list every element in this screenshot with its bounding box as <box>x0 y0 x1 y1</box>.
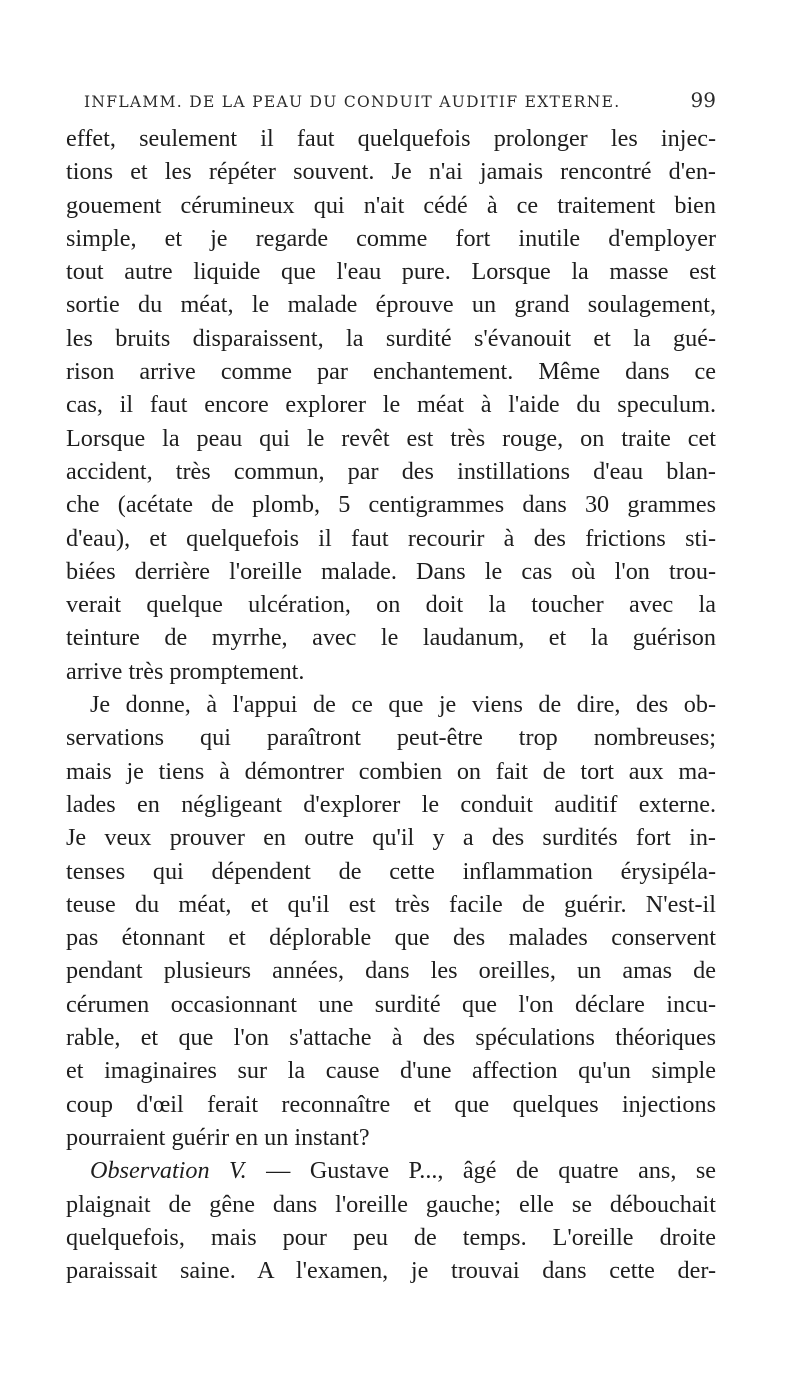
observation-paragraph <box>66 1154 716 1287</box>
text-line: d'eau), et quelquefois il faut recourir à des frictions sti- <box>66 524 716 552</box>
text-line: tenses qui dépendent de cette inflammation érysipéla- <box>66 857 716 885</box>
observation-label: Observation V. <box>90 1157 247 1185</box>
text-line: pendant plusieurs années, dans les oreilles, un amas de <box>66 957 716 985</box>
text-line: teinture de myrrhe, avec le laudanum, et la guérison <box>66 624 716 652</box>
text-line: cas, il faut encore explorer le méat à l'aide du speculum. <box>66 391 716 419</box>
text-line: effet, seulement il faut quelquefois prolonger les injec- <box>66 125 716 152</box>
text-line: gouement cérumineux qui n'ait cédé à ce traitement bien <box>66 191 716 219</box>
body-text <box>66 122 716 1287</box>
text-line: tions et les répéter souvent. Je n'ai jamais rencontré d'en- <box>66 158 716 186</box>
text-line: paraissait saine. A l'examen, je trouvai dans cette der- <box>66 1257 716 1285</box>
text-line: quelquefois, mais pour peu de temps. L'oreille droite <box>66 1223 716 1251</box>
text-line: Je veux prouver en outre qu'il y a des surdités fort in- <box>66 824 716 852</box>
text-line: arrive très promptement. <box>66 657 305 685</box>
text-line: les bruits disparaissent, la surdité s'évanouit et la gué- <box>66 324 716 352</box>
observation-text: — Gustave P..., âgé de quatre ans, se <box>246 1157 716 1185</box>
text-line: rison arrive comme par enchantement. Même dans ce <box>66 358 716 386</box>
text-line: servations qui paraîtront peut-être trop nombreuses; <box>66 724 716 752</box>
running-head <box>66 88 716 122</box>
text-line: plaignait de gêne dans l'oreille gauche; elle se débouchait <box>66 1190 716 1218</box>
text-line: simple, et je regarde comme fort inutile d'employer <box>66 224 716 252</box>
text-line: et imaginaires sur la cause d'une affection qu'un simple <box>66 1057 716 1085</box>
paragraph-1 <box>66 122 716 688</box>
text-line: Je donne, à l'appui de ce que je viens de dire, des ob- <box>90 691 716 719</box>
text-line: coup d'œil ferait reconnaître et que quelques injections <box>66 1090 716 1118</box>
text-line: lades en négligeant d'explorer le conduit auditif externe. <box>66 790 716 818</box>
running-head-title: INFLAMM. DE LA PEAU DU CONDUIT AUDITIF EXTERNE. <box>84 93 621 111</box>
text-line: tout autre liquide que l'eau pure. Lorsque la masse est <box>66 258 716 286</box>
text-line: cérumen occasionnant une surdité que l'on déclare incu- <box>66 990 716 1018</box>
text-line: accident, très commun, par des instillations d'eau blan- <box>66 457 716 485</box>
observation-first-line <box>66 1154 716 1187</box>
text-line: pas étonnant et déplorable que des malades conservent <box>66 924 716 952</box>
text-line: che (acétate de plomb, 5 centigrammes dans 30 grammes <box>66 491 716 519</box>
text-line: sortie du méat, le malade éprouve un grand soulagement, <box>66 291 716 319</box>
text-line: verait quelque ulcération, on doit la toucher avec la <box>66 591 716 619</box>
text-line: biées derrière l'oreille malade. Dans le cas où l'on trou- <box>66 557 716 585</box>
text-line: pourraient guérir en un instant? <box>66 1123 370 1151</box>
text-line: Lorsque la peau qui le revêt est très rouge, on traite cet <box>66 424 716 452</box>
book-page <box>66 88 716 1287</box>
text-line: mais je tiens à démontrer combien on fait de tort aux ma- <box>66 757 716 785</box>
page-number: 99 <box>690 88 716 112</box>
text-line: teuse du méat, et qu'il est très facile de guérir. N'est-il <box>66 890 716 918</box>
text-line: rable, et que l'on s'attache à des spéculations théoriques <box>66 1024 716 1052</box>
paragraph-2 <box>66 688 716 1154</box>
